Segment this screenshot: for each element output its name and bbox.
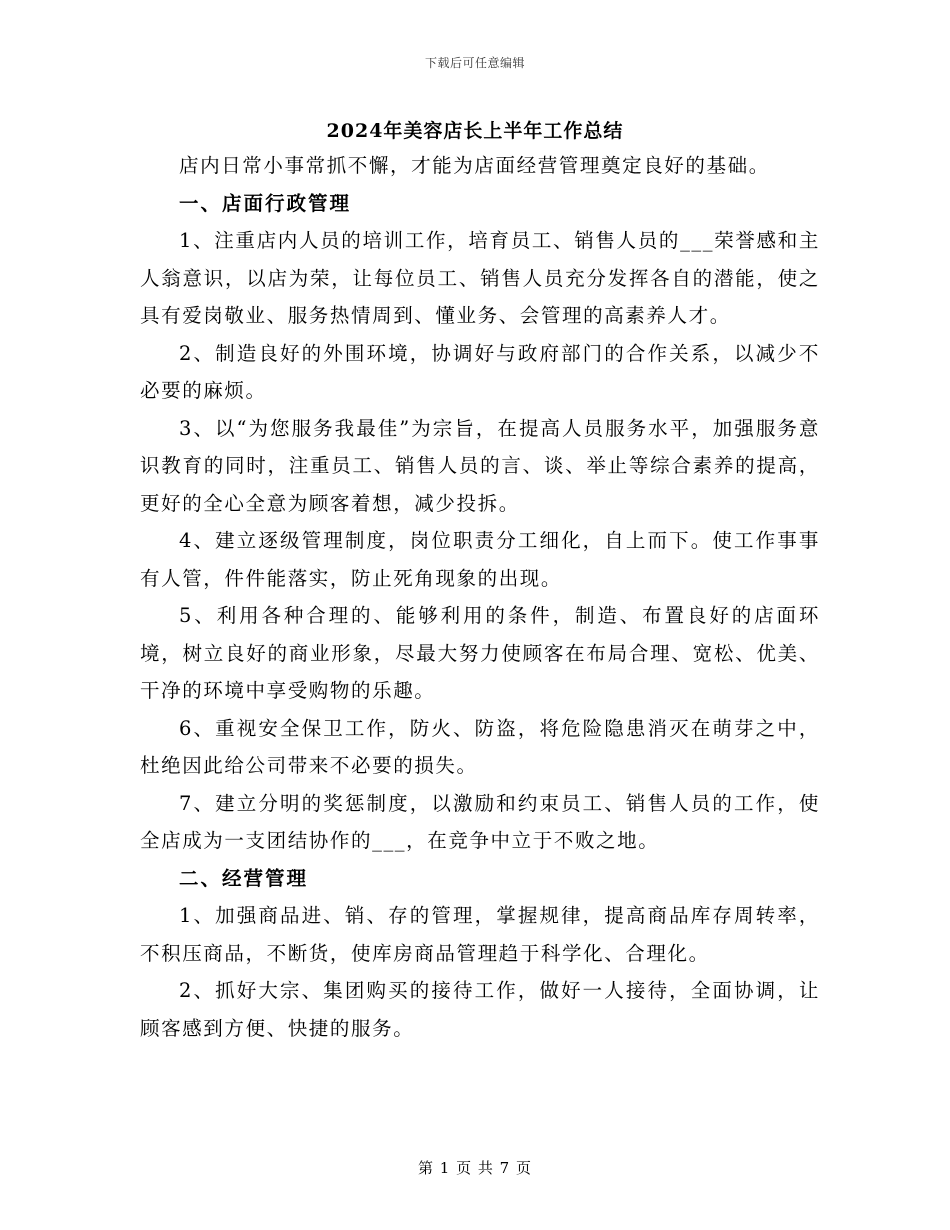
document-body: [140, 147, 820, 1047]
page-number: 第 1 页 共 7 页: [418, 1159, 532, 1177]
paragraph-admin-3: 3、以“为您服务我最佳”为宗旨，在提高人员服务水平，加强服务意识教育的同时，注重员工、销售人员的言、谈、举止等综合素养的提高，更好的全心全意为顾客着想，减少投拆。: [140, 416, 820, 515]
paragraph-operations-2: 2、抓好大宗、集团购买的接待工作，做好一人接待，全面协调，让顾客感到方便、快捷的服务。: [140, 979, 820, 1040]
section-heading-admin: 一、店面行政管理: [179, 191, 352, 215]
page-header-note: 下载后可任意编辑: [424, 56, 525, 70]
paragraph-admin-5: 5、利用各种合理的、能够利用的条件，制造、布置良好的店面环境，树立良好的商业形象，尽最大努力使顾客在布局合理、宽松、优美、干净的环境中享受购物的乐趣。: [140, 604, 820, 702]
paragraph-operations-1: 1、加强商品进、销、存的管理，掌握规律，提高商品库存周转率，不积压商品，不断货，使库房商品管理趋于科学化、合理化。: [140, 904, 820, 965]
paragraph-admin-2: 2、制造良好的外围环境，协调好与政府部门的合作关系，以减少不必要的麻烦。: [140, 341, 820, 402]
section-heading-operations: 二、经营管理: [179, 866, 309, 890]
paragraph-admin-6: 6、重视安全保卫工作，防火、防盗，将危险隐患消灭在萌芽之中，杜绝因此给公司带来不必要的损失。: [140, 716, 820, 777]
document-title: 2024年美容店长上半年工作总结: [326, 120, 624, 142]
paragraph-admin-7: 7、建立分明的奖惩制度，以激励和约束员工、销售人员的工作，使全店成为一支团结协作的___，在竞争中立于不败之地。: [140, 791, 820, 852]
paragraph-admin-1: 1、注重店内人员的培训工作，培育员工、销售人员的___荣誉感和主人翁意识，以店为荣，让每位员工、销售人员充分发挥各自的潜能，使之具有爱岗敬业、服务热情周到、懂业务、会管理的高素养人才。: [140, 229, 820, 327]
intro-paragraph: 店内日常小事常抓不懈，才能为店面经营管理奠定良好的基础。: [179, 154, 770, 177]
paragraph-admin-4: 4、建立逐级管理制度，岗位职责分工细化，自上而下。使工作事事有人管，件件能落实，防止死角现象的出现。: [140, 529, 820, 590]
